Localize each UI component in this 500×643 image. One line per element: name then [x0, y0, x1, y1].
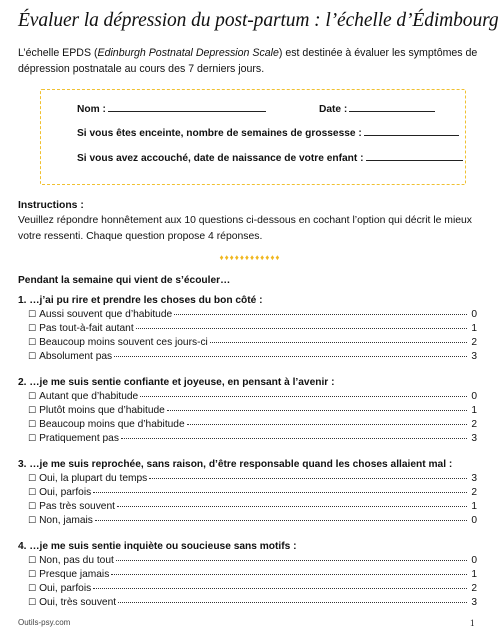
- separator-diamonds: ♦♦♦♦♦♦♦♦♦♦♦♦: [219, 253, 281, 262]
- checkbox-icon[interactable]: ☐: [28, 419, 37, 429]
- question-3-option-2[interactable]: ☐ Oui, parfois 2: [28, 487, 477, 498]
- question-3-option-1[interactable]: ☐ Oui, la plupart du temps 3: [28, 473, 477, 484]
- question-1-title: 1. …j’ai pu rire et prendre les choses du bon côté :: [18, 295, 263, 306]
- question-4-option-3[interactable]: ☐ Oui, parfois 2: [28, 583, 477, 594]
- checkbox-icon[interactable]: ☐: [28, 337, 37, 347]
- question-1-option-1[interactable]: ☐ Aussi souvent que d’habitude 0: [28, 309, 477, 320]
- question-1-option-3[interactable]: ☐ Beaucoup moins souvent ces jours-ci 2: [28, 337, 477, 348]
- question-3-option-3[interactable]: ☐ Pas très souvent 1: [28, 501, 477, 512]
- checkbox-icon[interactable]: ☐: [28, 597, 37, 607]
- checkbox-icon[interactable]: ☐: [28, 323, 37, 333]
- pregnancy-weeks-field[interactable]: Si vous êtes enceinte, nombre de semaines de grossesse :: [77, 125, 459, 139]
- question-1-option-4[interactable]: ☐ Absolument pas 3: [28, 351, 477, 362]
- checkbox-icon[interactable]: ☐: [28, 555, 37, 565]
- checkbox-icon[interactable]: ☐: [28, 473, 37, 483]
- question-3-option-4[interactable]: ☐ Non, jamais 0: [28, 515, 477, 526]
- patient-info-box: [40, 89, 466, 185]
- checkbox-icon[interactable]: ☐: [28, 351, 37, 361]
- checkbox-icon[interactable]: ☐: [28, 501, 37, 511]
- question-2-option-1[interactable]: ☐ Autant que d’habitude 0: [28, 391, 477, 402]
- intro-paragraph: L’échelle EPDS (Edinburgh Postnatal Depression Scale) est destinée à évaluer les symptômes de dépression postnatale au cours des 7 derniers jours.: [18, 47, 478, 75]
- question-2-option-2[interactable]: ☐ Plutôt moins que d’habitude 1: [28, 405, 477, 416]
- checkbox-icon[interactable]: ☐: [28, 569, 37, 579]
- question-3-title: 3. …je me suis reprochée, sans raison, d’être responsable quand les choses allaient mal :: [18, 459, 453, 470]
- question-2-option-4[interactable]: ☐ Pratiquement pas 3: [28, 433, 477, 444]
- question-4-option-4[interactable]: ☐ Oui, très souvent 3: [28, 597, 477, 608]
- question-4-option-2[interactable]: ☐ Presque jamais 1: [28, 569, 477, 580]
- question-1-option-2[interactable]: ☐ Pas tout-à-fait autant 1: [28, 323, 477, 334]
- checkbox-icon[interactable]: ☐: [28, 583, 37, 593]
- instructions-heading: Instructions :: [18, 200, 84, 211]
- checkbox-icon[interactable]: ☐: [28, 487, 37, 497]
- checkbox-icon[interactable]: ☐: [28, 405, 37, 415]
- checkbox-icon[interactable]: ☐: [28, 391, 37, 401]
- date-field[interactable]: Date :: [319, 101, 435, 115]
- question-4-title: 4. …je me suis sentie inquiète ou soucieuse sans motifs :: [18, 541, 297, 552]
- birth-date-field[interactable]: Si vous avez accouché, date de naissance de votre enfant :: [77, 150, 463, 164]
- question-2-option-3[interactable]: ☐ Beaucoup moins que d’habitude 2: [28, 419, 477, 430]
- checkbox-icon[interactable]: ☐: [28, 433, 37, 443]
- page-number: 1: [470, 618, 475, 628]
- checkbox-icon[interactable]: ☐: [28, 309, 37, 319]
- footer-source: Outils-psy.com: [18, 618, 71, 627]
- question-2-title: 2. …je me suis sentie confiante et joyeuse, en pensant à l’avenir :: [18, 377, 335, 388]
- period-heading: Pendant la semaine qui vient de s’écouler…: [18, 275, 231, 286]
- instructions-text: Veuillez répondre honnêtement aux 10 questions ci-dessous en cochant l’option qui décrit le mieux votre ressenti. Chaque question propose 4 réponses.: [18, 215, 473, 242]
- question-4-option-1[interactable]: ☐ Non, pas du tout 0: [28, 555, 477, 566]
- checkbox-icon[interactable]: ☐: [28, 515, 37, 525]
- name-field[interactable]: Nom :: [77, 101, 266, 115]
- page-title: Évaluer la dépression du post-partum : l’échelle d’Édimbourg: [18, 10, 499, 31]
